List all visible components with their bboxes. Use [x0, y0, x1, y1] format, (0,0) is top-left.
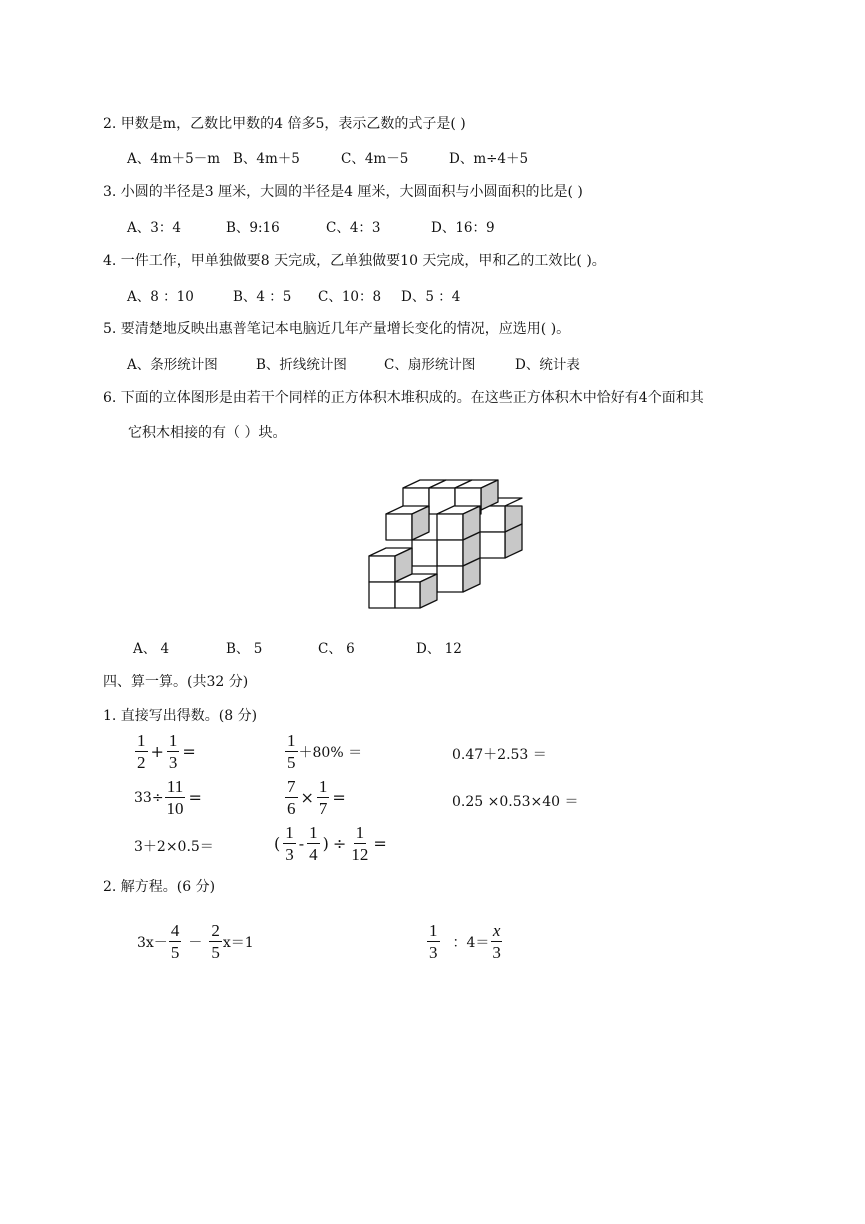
- question-5: 5. 要清楚地反映出惠普笔记本电脑近几年产量增长变化的情况，应选用( )。: [103, 321, 571, 337]
- expr-6: 0.25 ×0.53×40 ＝: [452, 794, 579, 810]
- q2-option-d: D、m÷4＋5: [449, 151, 529, 167]
- q2-option-a: A、4m＋5－m: [127, 151, 221, 167]
- eq-prefix: 3x－: [137, 934, 168, 951]
- frac-numerator: 1: [287, 731, 296, 750]
- q2-option-c: C、4m－5: [341, 151, 409, 167]
- question-6-line-1: 6. 下面的立体图形是由若干个同样的正方体积木堆积成的。在这些正方体积木中恰好有4个面和其: [103, 390, 704, 406]
- frac-denominator: 10: [166, 799, 184, 818]
- eq-suffix: x＝1: [222, 934, 254, 951]
- equation-1: [137, 922, 254, 961]
- eq-middle: ：4＝: [452, 934, 490, 951]
- frac-numerator: 1: [429, 921, 438, 940]
- frac-numerator: 2: [211, 921, 220, 940]
- expr-2: [284, 732, 362, 771]
- question-4: 4. 一件工作，甲单独做要8 天完成，乙单独做要10 天完成，甲和乙的工效比( )。: [103, 253, 606, 269]
- frac-denominator: 3: [285, 845, 294, 864]
- q5-option-c: C、扇形统计图: [384, 357, 476, 373]
- q4-option-b: B、4 ：5: [233, 289, 292, 305]
- frac-numerator: 7: [287, 777, 296, 796]
- operator: －: [188, 934, 203, 951]
- expr-4: [134, 778, 204, 817]
- frac-numerator: 1: [318, 777, 328, 796]
- frac-numerator: 1: [309, 823, 318, 842]
- operator: ÷: [332, 834, 347, 853]
- frac-denominator: 3: [492, 943, 501, 962]
- q4-option-c: C、10：8: [318, 289, 382, 305]
- question-2: 2. 甲数是m，乙数比甲数的4 倍多5，表示乙数的式子是( ): [103, 116, 466, 132]
- q6-option-d: D、 12: [416, 641, 462, 657]
- section-4-title: 四、算一算。(共32 分): [103, 674, 249, 690]
- equals: =: [373, 834, 387, 853]
- frac-denominator: 5: [170, 943, 180, 962]
- q6-option-b: B、 5: [226, 641, 263, 657]
- frac-numerator: 1: [137, 731, 146, 750]
- expr-8: [272, 824, 389, 863]
- q3-option-a: A、3：4: [127, 220, 181, 236]
- frac-numerator: x: [492, 921, 501, 940]
- expr-7: 3＋2×0.5＝: [134, 839, 214, 855]
- expr-1: [134, 732, 198, 771]
- q3-option-c: C、4：3: [326, 220, 381, 236]
- question-3: 3. 小圆的半径是3 厘米，大圆的半径是4 厘米，大圆面积与小圆面积的比是( ): [103, 184, 583, 200]
- q6-option-a: A、 4: [133, 641, 170, 657]
- frac-numerator: 1: [355, 823, 365, 842]
- q5-option-a: A、条形统计图: [127, 357, 218, 373]
- q3-option-b: B、9:16: [226, 220, 280, 236]
- frac-denominator: 5: [211, 943, 220, 962]
- frac-numerator: 1: [285, 823, 294, 842]
- equals: =: [182, 742, 196, 761]
- frac-denominator: 5: [287, 753, 296, 772]
- q4-option-a: A、8 ：10: [127, 289, 194, 305]
- frac-numerator: 4: [170, 921, 180, 940]
- part-1-title: 1. 直接写出得数。(8 分): [103, 708, 258, 724]
- frac-denominator: 12: [351, 845, 369, 864]
- q2-option-b: B、4m＋5: [233, 151, 300, 167]
- operator: -: [298, 834, 305, 853]
- equals: =: [188, 788, 202, 807]
- expr-3: 0.47＋2.53 ＝: [452, 747, 547, 763]
- part-2-title: 2. 解方程。(6 分): [103, 879, 216, 895]
- frac-denominator: 7: [318, 799, 328, 818]
- q5-option-d: D、统计表: [515, 357, 580, 373]
- paren-right: ): [322, 834, 329, 853]
- operator: +: [150, 742, 164, 761]
- frac-denominator: 6: [287, 799, 296, 818]
- paren-left: (: [274, 834, 281, 853]
- expr-prefix: 33÷: [134, 789, 164, 806]
- question-6-line-2: 它积木相接的有（ ）块。: [128, 425, 287, 441]
- expr-rest: ＋80% ＝: [298, 744, 363, 761]
- expr-5: [284, 778, 348, 817]
- frac-denominator: 2: [137, 753, 146, 772]
- frac-denominator: 4: [309, 845, 318, 864]
- operator: ×: [300, 788, 314, 807]
- q6-option-c: C、 6: [318, 641, 355, 657]
- frac-denominator: 3: [429, 943, 438, 962]
- q5-option-b: B、折线统计图: [256, 357, 347, 373]
- frac-denominator: 3: [168, 753, 178, 772]
- cube-stack-figure: [360, 472, 530, 614]
- q3-option-d: D、16：9: [431, 220, 495, 236]
- q4-option-d: D、5 ：4: [401, 289, 461, 305]
- frac-numerator: 1: [168, 731, 178, 750]
- frac-numerator: 11: [166, 777, 184, 796]
- equals: =: [332, 788, 346, 807]
- equation-2: [426, 922, 504, 961]
